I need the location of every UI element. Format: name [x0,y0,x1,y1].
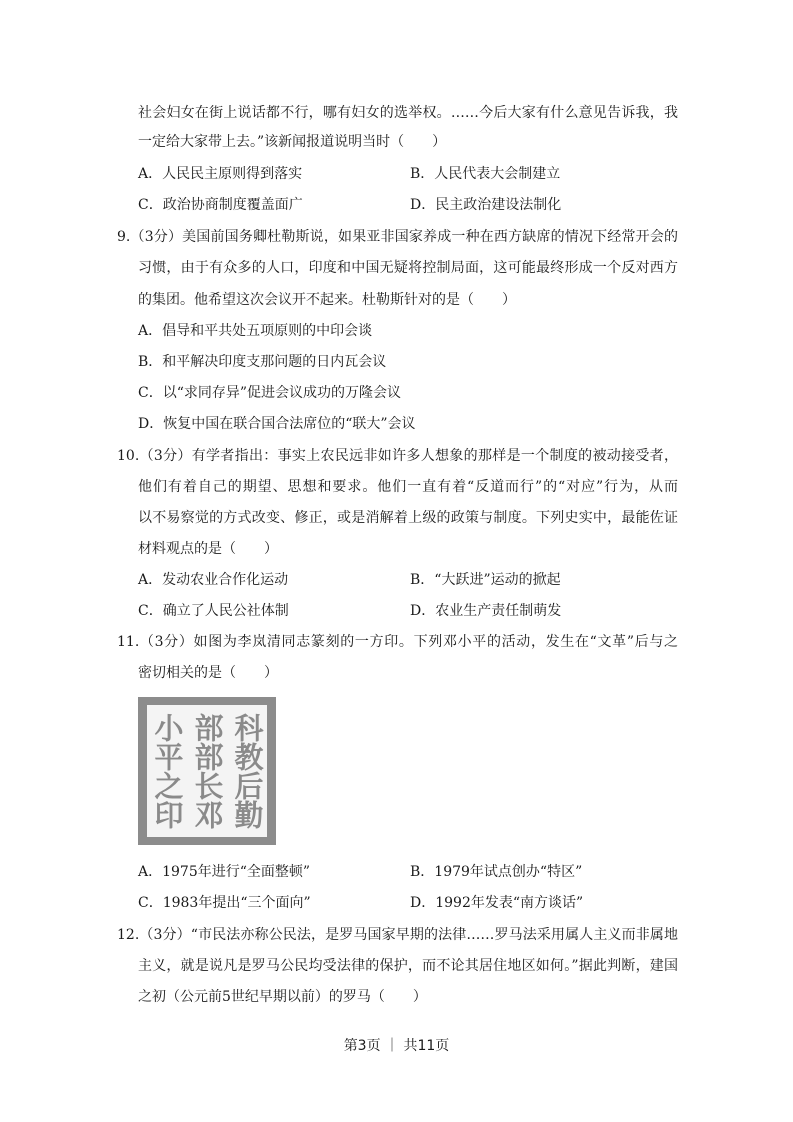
seal-text: 小平之印 [150,713,185,829]
q9-line: 习惯，由于有众多的人口，印度和中国无疑将控制局面，这可能最终形成一个反对西方 [138,260,678,276]
q8-line: 一定给大家带上去。”该新闻报道说明当时（ ） [138,134,447,150]
q9-option-c: C．以“求同存异”促进会议成功的万隆会议 [138,385,402,401]
q10-option-a: A．发动农业合作化运动 [138,572,289,588]
q10-line: 他们有着自己的期望、思想和要求。他们一直有着“反道而行”的“对应”行为，从而 [138,479,678,495]
q11-option-b: B．1979年试点创办“特区” [410,864,583,880]
seal-text: 科教后勤 [230,713,265,829]
q10-stem: 10.（3分）有学者指出：事实上农民远非如许多人想象的那样是一个制度的被动接受者， [117,448,678,464]
q9-stem: 9.（3分）美国前国务卿杜勒斯说，如果亚非国家养成一种在西方缺席的情况下经常开会的 [117,229,678,245]
q9-option-d: D．恢复中国在联合国合法席位的“联大”会议 [138,416,416,432]
q11-option-c: C．1983年提出“三个面向” [138,895,311,911]
q12-line: 主义，就是说凡是罗马公民均受法律的保护，而不论其居住地区如何。”据此判断，建国 [138,958,678,974]
q8-option-c: C．政治协商制度覆盖面广 [138,197,303,213]
q9-option-a: A．倡导和平共处五项原则的中印会谈 [138,323,373,339]
q8-option-a: A．人民民主原则得到落实 [138,166,303,182]
q11-stem: 11.（3分）如图为李岚清同志篆刻的一方印。下列邓小平的活动，发生在“文革”后与之 [117,634,678,650]
q9-line: 的集团。他希望这次会议开不起来。杜勒斯针对的是（ ） [138,292,516,308]
q8-line: 社会妇女在街上说话都不行，哪有妇女的选举权。……今后大家有什么意见告诉我，我 [138,105,678,121]
q11-option-a: A．1975年进行“全面整顿” [138,864,311,880]
q10-line: 以不易察觉的方式改变、修正，或是消解着上级的政策与制度。下列史实中，最能佐证 [138,510,678,526]
q10-option-b: B．“大跃进”运动的掀起 [410,572,561,588]
q10-option-d: D．农业生产责任制萌发 [410,603,562,619]
seal-column [232,707,263,835]
page-footer: 第3页 ｜ 共11页 [343,1038,450,1054]
seal-text: 部部长邓 [190,713,225,829]
q12-stem: 12.（3分）“市民法亦称公民法，是罗马国家早期的法律……罗马法采用属人主义而非属地 [117,927,678,943]
q11-line: 密切相关的是（ ） [138,665,278,681]
q11-option-d: D．1992年发表“南方谈话” [410,895,584,911]
seal-column [152,707,183,835]
q8-option-d: D．民主政治建设法制化 [410,197,562,213]
seal-column [192,707,223,835]
seal-image [138,697,276,845]
q10-option-c: C．确立了人民公社体制 [138,603,289,619]
q10-line: 材料观点的是（ ） [138,541,278,557]
q8-option-b: B．人民代表大会制建立 [410,166,561,182]
q12-line: 之初（公元前5世纪早期以前）的罗马（ ） [138,989,427,1005]
q9-option-b: B．和平解决印度支那问题的日内瓦会议 [138,354,387,370]
